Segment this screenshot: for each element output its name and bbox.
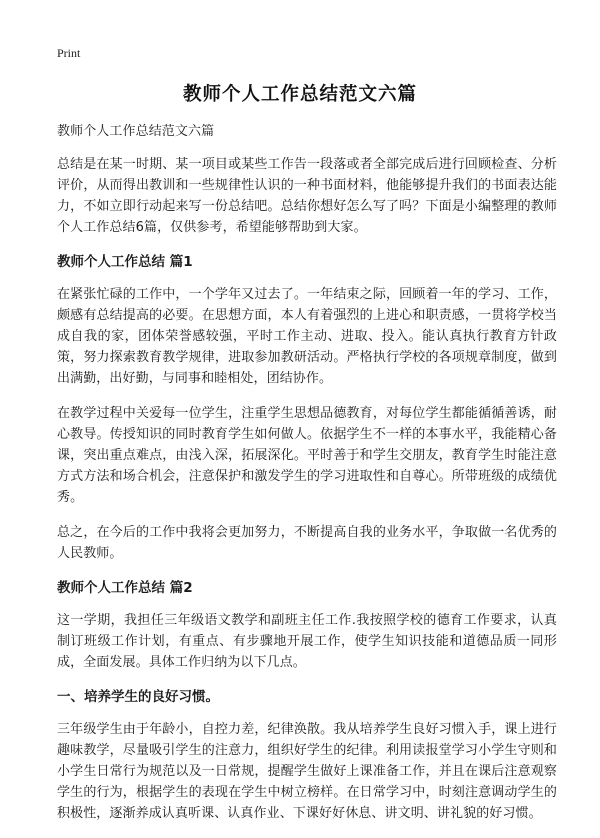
print-link[interactable]: Print bbox=[57, 46, 81, 60]
section-1-paragraph-1: 在紧张忙碌的工作中，一个学年又过去了。一年结束之际，回顾着一年的学习、工作，颇感有总结提高的必要。在思想方面，本人有着强烈的上进心和职责感，一贯将学校当成自我的家，团体荣誉感较强，平时工作主动、进取、投入。能认真执行教育方针政策，努力探索教育教学规律，进取参加教研活动。严格执行学校的各项规章制度，做到出满勤，出好勤，与同事和睦相处，团结协作。 bbox=[57, 287, 557, 386]
intro-paragraph: 总结是在某一时期、某一项目或某些工作告一段落或者全部完成后进行回顾检查、分析评价，从而得出教训和一些规律性认识的一种书面材料，他能够提升我们的书面表达能力，不如立即行动起来写一份总结吧。总结你想好怎么写了吗？下面是小编整理的教师个人工作总结6篇，仅供参考，希望能够帮助到大家。 bbox=[57, 157, 557, 235]
section-2-subheading: 一、培养学生的良好习惯。 bbox=[57, 689, 219, 705]
section-2-paragraph-1: 这一学期，我担任三年级语文教学和副班主任工作.我按照学校的德育工作要求，认真制订班级工作计划，有重点、有步骤地开展工作，使学生知识技能和道德品质一同形成，全面发展。具体工作归纳为以下几点。 bbox=[57, 613, 557, 670]
section-1-paragraph-2: 在教学过程中关爱每一位学生，注重学生思想品德教育，对每位学生都能循循善诱，耐心教导。传授知识的同时教育学生如何做人。依据学生不一样的本事水平，我能精心备课，突出重点难点，由浅入深，拓展深化。平时善于和学生交朋友，教育学生时能注意方式方法和场合机会，注意保护和激发学生的学习进取性和自尊心。所带班级的成绩优秀。 bbox=[57, 406, 557, 505]
document-title: 教师个人工作总结范文六篇 bbox=[182, 84, 417, 105]
section-1-heading: 教师个人工作总结 篇1 bbox=[57, 254, 193, 270]
section-2-paragraph-2: 三年级学生由于年龄小，自控力差，纪律涣散。我从培养学生良好习惯入手，课上进行趣味教学，尽量吸引学生的注意力，组织好学生的纪律。利用读报堂学习小学生守则和小学生日常行为规范以及一日常规，提醒学生做好上课准备工作，并且在课后注意观察学生的行为，根据学生的表现在学生中树立榜样。在日常学习中，时刻注意调动学生的积极性，逐渐养成认真听课、认真作业、下课好好休息、讲文明、讲礼貌的好习惯。 bbox=[57, 722, 557, 821]
document-subtitle: 教师个人工作总结范文六篇 bbox=[57, 124, 215, 139]
document-body bbox=[57, 121, 557, 838]
section-2-heading: 教师个人工作总结 篇2 bbox=[57, 580, 193, 596]
section-1-paragraph-3: 总之，在今后的工作中我将会更加努力，不断提高自我的业务水平，争取做一名优秀的人民教师。 bbox=[57, 525, 557, 561]
